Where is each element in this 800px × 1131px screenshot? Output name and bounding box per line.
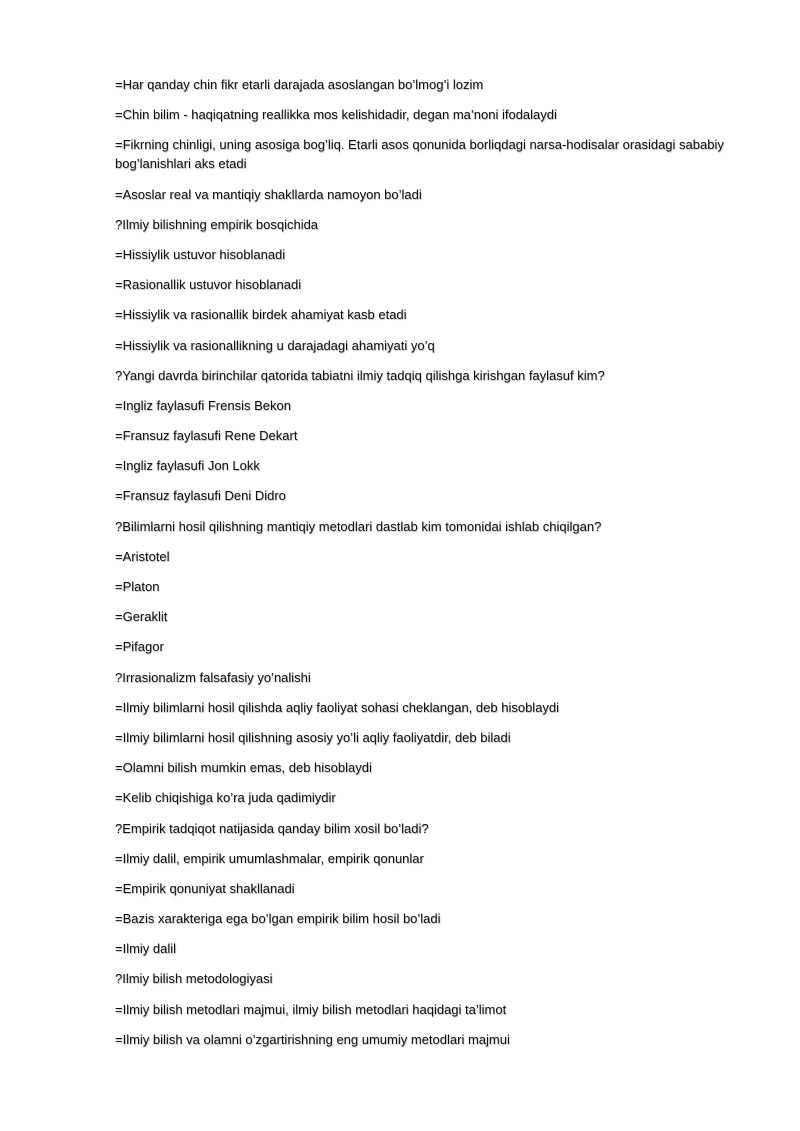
question-line: ?Bilimlarni hosil qilishning mantiqiy metodlari dastlab kim tomonidai ishlab chiqilgan? — [115, 518, 602, 534]
text-line: =Fikrning chinligi, uning asosiga bog’liq. Etarli asos qonunida borliqdagi narsa-hodisalar orasidagi sababiy bog’lanishlari aks etadi — [115, 137, 724, 172]
question-line: ?Ilmiy bilishning empirik bosqichida — [115, 216, 319, 232]
answer-line: =Ilmiy bilimlarni hosil qilishda aqliy faoliyat sohasi cheklangan, deb hisoblaydi — [115, 699, 560, 715]
question-line: ?Irrasionalizm falsafasiy yo’nalishi — [115, 669, 311, 685]
answer-line: =Empirik qonuniyat shakllanadi — [115, 880, 295, 896]
answer-line: =Hissiylik ustuvor hisoblanadi — [115, 246, 286, 262]
answer-line: =Ilmiy bilimlarni hosil qilishning asosiy yo’li aqliy faoliyatdir, deb biladi — [115, 729, 511, 745]
text-line: =Asoslar real va mantiqiy shakllarda namoyon bo’ladi — [115, 186, 422, 202]
answer-line: =Bazis xarakteriga ega bo’lgan empirik bilim hosil bo’ladi — [115, 911, 441, 927]
answer-line: =Rasionallik ustuvor hisoblanadi — [115, 277, 302, 293]
answer-line: =Aristotel — [115, 548, 170, 564]
answer-line: =Geraklit — [115, 609, 168, 625]
answer-line: =Fransuz faylasufi Rene Dekart — [115, 428, 298, 444]
question-line: ?Yangi davrda birinchilar qatorida tabiatni ilmiy tadqiq qilishga kirishgan faylasuf kim? — [115, 367, 605, 383]
answer-line: =Ingliz faylasufi Frensis Bekon — [115, 397, 291, 413]
answer-line: =Hissiylik va rasionallikning u darajadagi ahamiyati yo’q — [115, 337, 435, 353]
answer-line: =Ilmiy bilish metodlari majmui, ilmiy bilish metodlari haqidagi ta’limot — [115, 1001, 507, 1017]
answer-line: =Kelib chiqishiga ko’ra juda qadimiydir — [115, 790, 336, 806]
document-body — [115, 75, 755, 1060]
question-line: ?Ilmiy bilish metodologiyasi — [115, 971, 273, 987]
answer-line: =Ilmiy bilish va olamni o’zgartirishning eng umumiy metodlari majmui — [115, 1031, 510, 1047]
text-line: =Chin bilim - haqiqatning reallikka mos kelishidadir, degan ma’noni ifodalaydi — [115, 107, 557, 123]
answer-line: =Platon — [115, 579, 160, 594]
answer-line: =Fransuz faylasufi Deni Didro — [115, 488, 286, 504]
question-line: ?Empirik tadqiqot natijasida qanday bilim xosil bo’ladi? — [115, 820, 429, 836]
answer-line: =Ingliz faylasufi Jon Lokk — [115, 458, 260, 474]
answer-line: =Ilmiy dalil — [115, 941, 177, 957]
text-line: =Har qanday chin fikr etarli darajada asoslangan bo’lmog’i lozim — [115, 77, 484, 92]
answer-line: =Olamni bilish mumkin emas, deb hisoblaydi — [115, 760, 372, 776]
answer-line: =Hissiylik va rasionallik birdek ahamiyat kasb etadi — [115, 307, 407, 323]
answer-line: =Pifagor — [115, 639, 164, 655]
answer-line: =Ilmiy dalil, empirik umumlashmalar, empirik qonunlar — [115, 850, 424, 866]
